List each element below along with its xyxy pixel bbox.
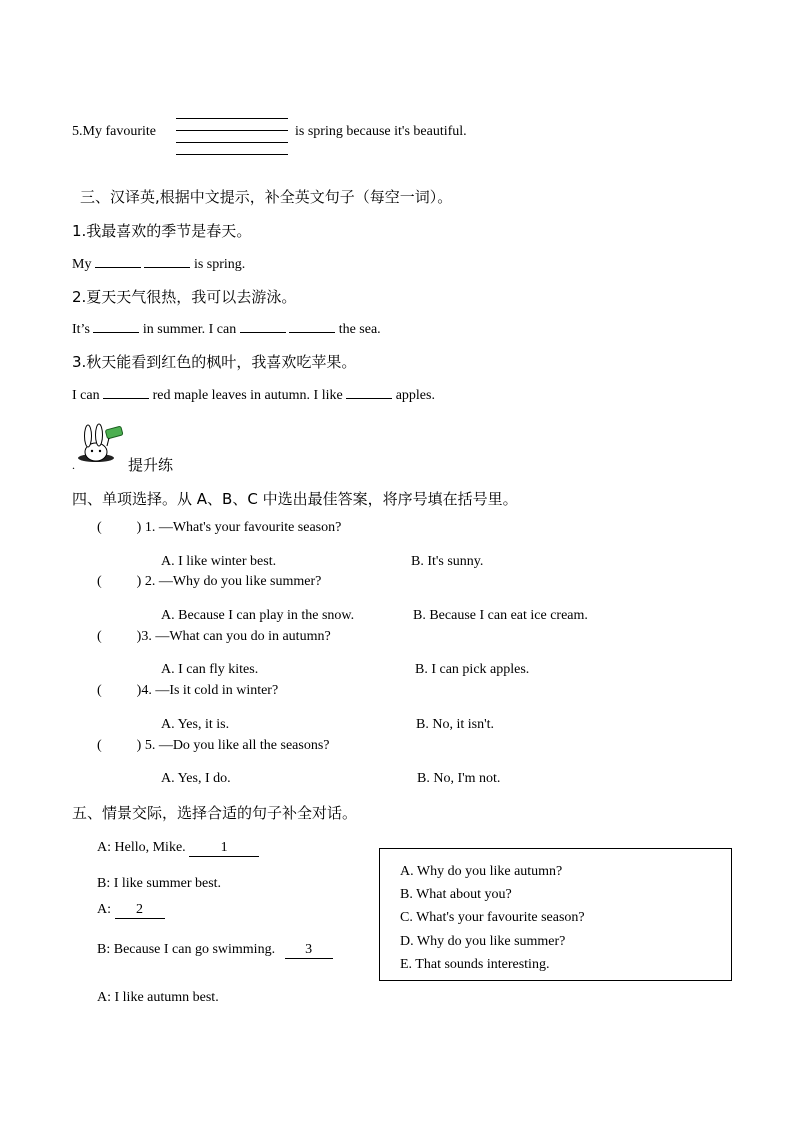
dialog-blank-1[interactable]: 1 <box>189 840 259 857</box>
improve-label: 提升练 <box>128 456 174 474</box>
mc-option-2b: B. Because I can eat ice cream. <box>413 608 588 623</box>
dialog-text: A: <box>97 902 111 917</box>
mc-question-2: ( ) 2. —Why do you like summer? <box>97 574 322 589</box>
mc-question-5: ( ) 5. —Do you like all the seasons? <box>97 738 330 753</box>
text-part: apples. <box>395 388 435 403</box>
s3-q2-english <box>72 320 381 338</box>
dialog-text: A: Hello, Mike. <box>97 840 186 855</box>
s3-q1-chinese: 1.我最喜欢的季节是春天。 <box>72 222 252 240</box>
dialog-line-3 <box>97 902 165 919</box>
answer-blank[interactable] <box>289 320 335 333</box>
s3-q3-chinese: 3.秋天能看到红色的枫叶，我喜欢吃苹果。 <box>72 353 357 371</box>
answer-blank[interactable] <box>346 386 392 399</box>
dialog-line-4 <box>97 942 333 959</box>
mc-question-1: ( ) 1. —What's your favourite season? <box>97 520 342 535</box>
mc-option-5a: A. Yes, I do. <box>161 771 231 786</box>
q5-suffix: is spring because it's beautiful. <box>295 124 467 139</box>
s3-q2-chinese: 2.夏天天气很热，我可以去游泳。 <box>72 288 297 306</box>
mc-option-2a: A. Because I can play in the snow. <box>161 608 355 623</box>
text-part: red maple leaves in autumn. I like <box>152 388 343 403</box>
answer-blank[interactable] <box>93 320 139 333</box>
option-c: C. What's your favourite season? <box>400 910 585 925</box>
mc-question-3: ( )3. —What can you do in autumn? <box>97 629 331 644</box>
answer-rule <box>176 118 288 119</box>
dialog-blank-2[interactable]: 2 <box>115 902 165 919</box>
improve-dot: . <box>72 458 75 472</box>
text-part: the sea. <box>338 322 381 337</box>
mc-option-4a: A. Yes, it is. <box>161 717 230 732</box>
mc-question-4: ( )4. —Is it cold in winter? <box>97 683 279 698</box>
text-part: It’s <box>72 322 90 337</box>
answer-rule <box>176 142 288 143</box>
text-part: My <box>72 257 92 272</box>
section5-title: 五、情景交际，选择合适的句子补全对话。 <box>72 804 358 822</box>
section4-title: 四、单项选择。从 A、B、C 中选出最佳答案，将序号填在括号里。 <box>72 490 518 508</box>
text-part: is spring. <box>193 257 246 272</box>
dialog-line-5: A: I like autumn best. <box>97 990 219 1005</box>
s3-q1-english <box>72 255 245 273</box>
option-e: E. That sounds interesting. <box>400 957 550 972</box>
dialog-line-2: B: I like summer best. <box>97 876 222 891</box>
mc-option-4b: B. No, it isn't. <box>416 717 494 732</box>
option-b: B. What about you? <box>400 887 512 902</box>
text-part: in summer. I can <box>142 322 237 337</box>
dialog-text: B: Because I can go swimming. <box>97 942 276 957</box>
mc-option-5b: B. No, I'm not. <box>417 771 501 786</box>
q5-prefix: 5.My favourite <box>72 124 156 139</box>
mc-option-1b: B. It's sunny. <box>411 554 484 569</box>
option-a: A. Why do you like autumn? <box>400 864 563 879</box>
answer-rule <box>176 130 288 131</box>
answer-rule <box>176 154 288 155</box>
answer-blank[interactable] <box>95 255 141 268</box>
bunny-mascot-icon <box>74 422 126 464</box>
dialog-blank-3[interactable]: 3 <box>285 942 333 959</box>
s3-q3-english <box>72 386 435 404</box>
section3-title: 三、汉译英,根据中文提示，补全英文句子（每空一词）。 <box>80 188 453 206</box>
mc-option-1a: A. I like winter best. <box>161 554 277 569</box>
mc-option-3a: A. I can fly kites. <box>161 662 259 677</box>
answer-blank[interactable] <box>144 255 190 268</box>
answer-blank[interactable] <box>103 386 149 399</box>
dialog-line-1 <box>97 840 259 857</box>
option-d: D. Why do you like summer? <box>400 934 566 949</box>
text-part: I can <box>72 388 100 403</box>
answer-blank[interactable] <box>240 320 286 333</box>
mc-option-3b: B. I can pick apples. <box>415 662 530 677</box>
